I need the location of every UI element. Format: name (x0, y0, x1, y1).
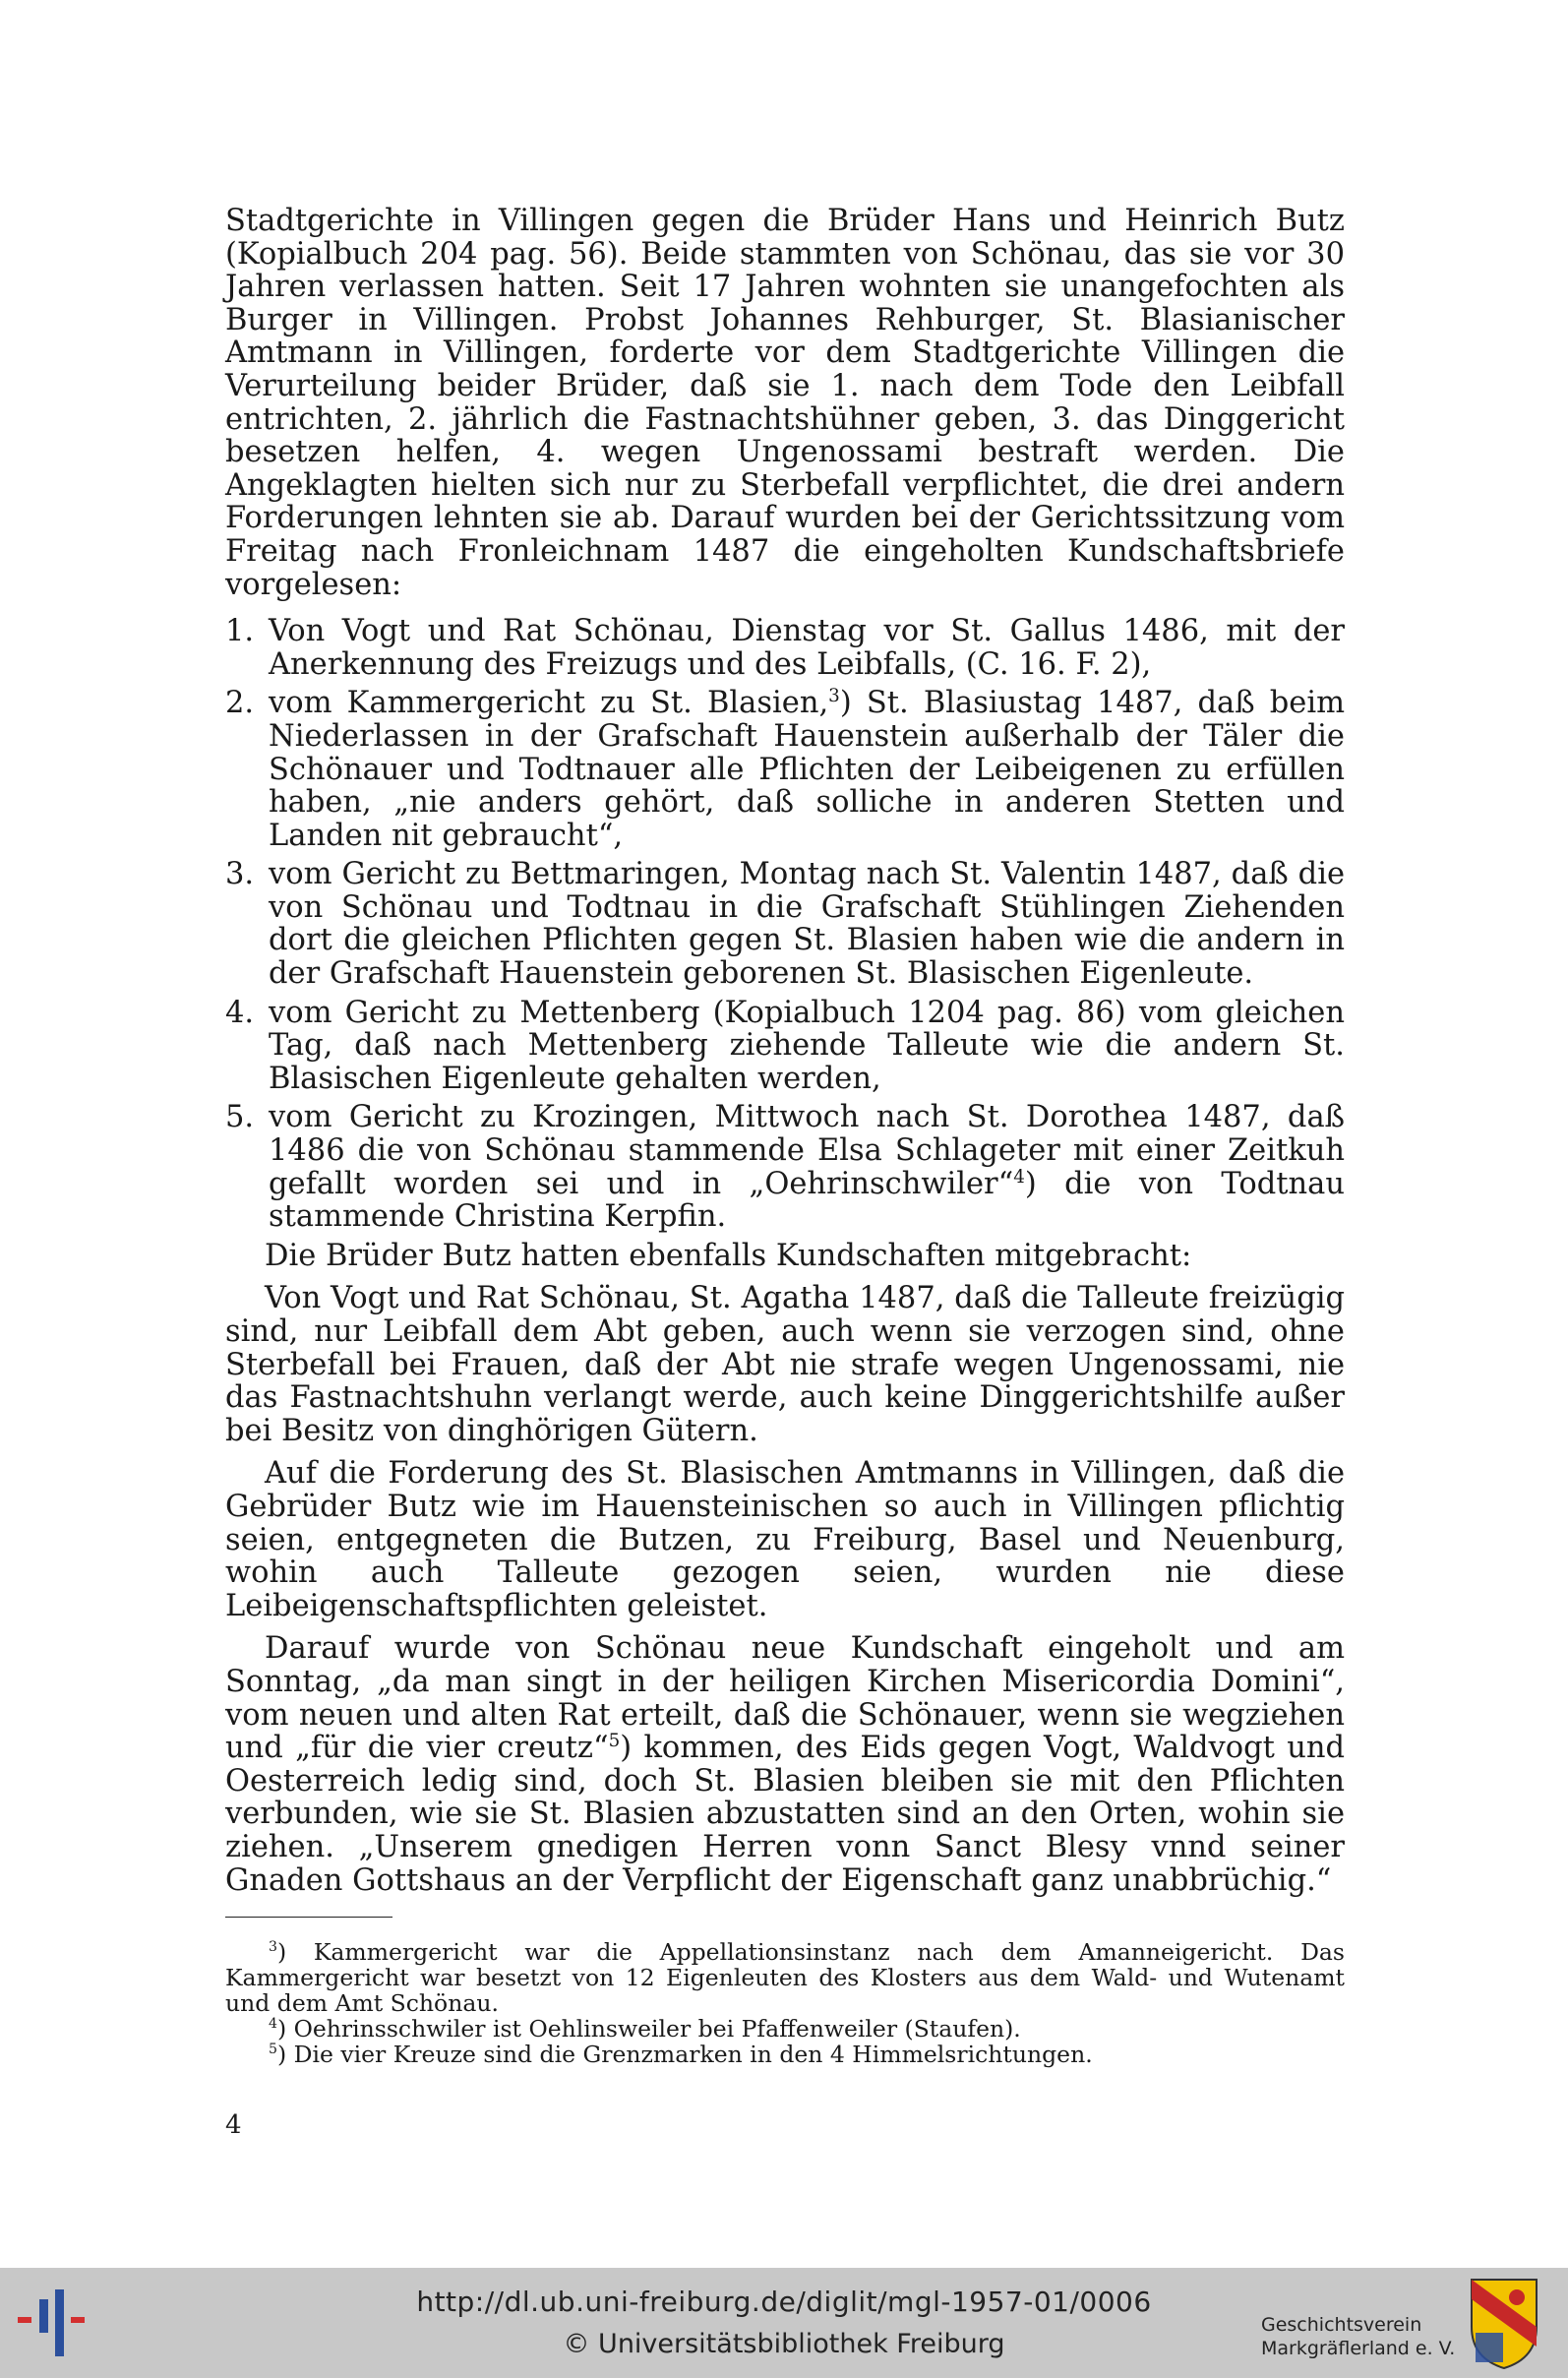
paragraph-text: Darauf wurde von Schönau neue Kundschaft eingeholt und am Sonntag, „da man singt in der heiligen Kirchen Misericordia Domini“, vom neuen und alten Rat erteilt, daß die Schönauer, wenn sie wegziehen und „für die vier creutz“ (225, 1631, 1345, 1766)
footnote-ref[interactable]: 4 (1013, 1166, 1025, 1188)
footnote-mark: 3 (269, 1939, 277, 1956)
footnote-text: ) Oehrinsschwiler ist Oehlinsweiler bei Pfaffenweiler (Staufen). (276, 2015, 1021, 2043)
copyright-text: © Universitätsbibliothek Freiburg (563, 2329, 1005, 2359)
footnote-text: ) Die vier Kreuze sind die Grenzmarken in den 4 Himmelsrichtungen. (276, 2041, 1093, 2069)
list-item (225, 1101, 1345, 1233)
coat-of-arms-icon (1470, 2278, 1538, 2370)
text-block (225, 205, 1345, 2140)
paragraph-butz: Die Brüder Butz hatten ebenfalls Kundschaften mitgebracht: (265, 1238, 1192, 1273)
footnote (225, 2042, 1345, 2067)
list-item (225, 997, 1345, 1096)
footnote-mark: 4 (269, 2016, 277, 2033)
list-number: 5. (225, 1100, 255, 1135)
list-item (225, 858, 1345, 990)
paragraph-forderung: Auf die Forderung des St. Blasischen Amtmanns in Villingen, daß die Gebrüder Butz wie im Hauensteinischen so auch in Villingen pflichtig seien, entgegneten die Butzen, zu Freiburg, Basel und Neuenburg, wohin auch Talleute gezogen seien, wurden nie diese Leibeigenschaftspflichten geleistet. (225, 1456, 1345, 1623)
society-line: Geschichtsverein (1261, 2314, 1422, 2336)
paragraph-vogt: Von Vogt und Rat Schönau, St. Agatha 1487, daß die Talleute freizügig sind, nur Leibfall dem Abt geben, auch wenn sie verzogen sind, ohne Sterbefall bei Frauen, daß der Abt nie strafe wegen Ungenossami, nie das Fastnachtshuhn verlangt werde, auch keine Dinggerichtshilfe außer bei Besitz von dinghörigen Gütern. (225, 1281, 1345, 1448)
list-text: Von Vogt und Rat Schönau, Dienstag vor St. Gallus 1486, mit der Anerkennung des Freizugs und des Leibfalls, (C. 16. F. 2), (269, 614, 1345, 682)
footnote-mark: 5 (269, 2042, 277, 2058)
list-text: ) St. Blasiustag 1487, daß beim Niederlassen in der Grafschaft Hauenstein außerhalb der Täler die Schönauer und Todtnauer alle Pflichten der Leibeigenen zu erfüllen haben, „nie anders gehört, daß solliche in anderen Stetten und Landen nit gebraucht“, (269, 686, 1345, 853)
list-number: 3. (225, 857, 255, 892)
list-item (225, 687, 1345, 852)
page-number: 4 (225, 2110, 242, 2141)
list-number: 4. (225, 995, 255, 1030)
list-text: vom Gericht zu Krozingen, Mittwoch nach St. Dorothea 1487, daß 1486 die von Schönau stammende Elsa Schlageter mit einer Zeitkuh gefallt worden sei und in „Oehrinschwiler“ (269, 1100, 1345, 1201)
paragraph-darauf (225, 1632, 1345, 1897)
list-number: 2. (225, 686, 255, 721)
society-name (1261, 2313, 1458, 2360)
list-number: 1. (225, 614, 255, 649)
paragraph-text: ) kommen, des Eids gegen Vogt, Waldvogt und Oesterreich ledig sind, doch St. Blasien bleiben sie mit den Pflichten verbunden, wie sie St. Blasien abzustatten sind an den Orten, wohin sie ziehen. „Unserem gnedigen Herren vonn Sanct Blesy vnnd seiner Gnaden Gottshaus an der Verpflicht der Eigenschaft ganz unabbrüchig.“ (225, 1731, 1346, 1898)
list-text: ) die von Todtnau stammende Christina Kerpfin. (269, 1166, 1345, 1235)
list-text: vom Kammergericht zu St. Blasien, (269, 686, 829, 721)
list-text: vom Gericht zu Bettmaringen, Montag nach St. Valentin 1487, daß die von Schönau und Todtnau in die Grafschaft Stühlingen Ziehenden dort die gleichen Pflichten gegen St. Blasien haben wie die andern in der Grafschaft Hauenstein geborenen St. Blasischen Eigenleute. (269, 857, 1345, 992)
footnote-ref[interactable]: 3 (828, 686, 840, 707)
footnote (225, 1939, 1345, 2016)
footer-bar (0, 2268, 1568, 2378)
footnote-text: ) Kammergericht war die Appellationsinstanz nach dem Amanneigericht. Das Kammergericht war besetzt von 12 Eigenleuten des Klosters aus dem Wald- und Wutenamt und dem Amt Schönau. (225, 1938, 1345, 2018)
paragraph-intro: Stadtgerichte in Villingen gegen die Brüder Hans und Heinrich Butz (Kopialbuch 204 pag. 56). Beide stammten von Schönau, das sie vor 30 Jahren verlassen hatten. Seit 17 Jahren wohnten sie unangefochten als Burger in Villingen. Probst Johannes Rehburger, St. Blasianischer Amtmann in Villingen, forderte vor dem Stadtgerichte Villingen die Verurteilung beider Brüder, daß sie 1. nach dem Tode den Leibfall entrichten, 2. jährlich die Fastnachtshühner geben, 3. das Dinggericht besetzen helfen, 4. wegen Ungenossami bestraft werden. Die Angeklagten hielten sich nur zu Sterbefall verpflichtet, die drei andern Forderungen lehnten sie ab. Darauf wurden bei der Gerichtssitzung vom Freitag nach Fronleichnam 1487 die eingeholten Kundschaftsbriefe vorgelesen: (225, 204, 1345, 602)
footnote (225, 2016, 1345, 2042)
list-item (225, 615, 1345, 681)
testimony-list (225, 615, 1345, 1234)
society-line: Markgräflerland e. V. (1261, 2338, 1456, 2359)
list-text: vom Gericht zu Mettenberg (Kopialbuch 1204 pag. 86) vom gleichen Tag, daß nach Mettenberg ziehende Talleute wie die andern St. Blasischen Eigenleute gehalten werden, (269, 995, 1345, 1096)
footnote-divider (225, 1917, 392, 1918)
permalink-url[interactable]: http://dl.ub.uni-freiburg.de/diglit/mgl-1957-01/0006 (416, 2286, 1152, 2318)
footnote-ref[interactable]: 5 (608, 1730, 621, 1751)
